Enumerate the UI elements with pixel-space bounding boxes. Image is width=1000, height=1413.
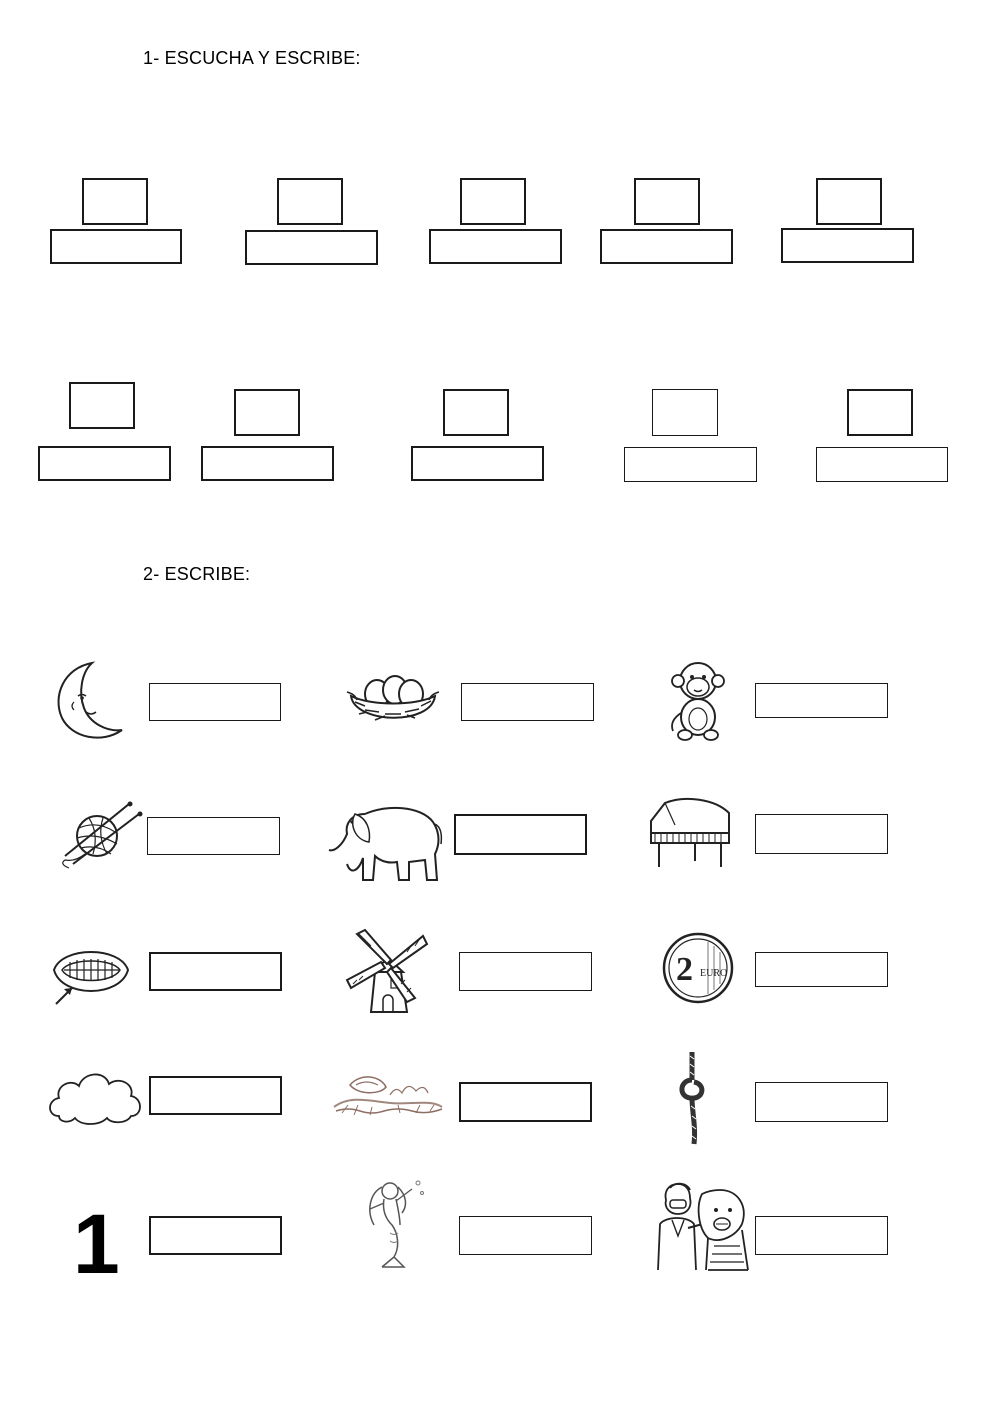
elephant-icon — [325, 800, 447, 884]
answer-box[interactable] — [461, 683, 594, 721]
answer-box[interactable] — [149, 1216, 282, 1255]
letter-box[interactable] — [652, 389, 718, 436]
answer-box[interactable] — [755, 1216, 888, 1255]
section-2-title: 2- ESCRIBE: — [143, 564, 251, 584]
answer-box[interactable] — [755, 683, 888, 718]
windmill-icon — [345, 928, 429, 1016]
letter-box[interactable] — [816, 178, 882, 225]
coin-number: 2 — [676, 951, 693, 988]
answer-box[interactable] — [755, 814, 888, 854]
yarn-ball-icon — [55, 800, 145, 874]
dentist-icon — [648, 1180, 752, 1274]
letter-box[interactable] — [69, 382, 135, 429]
answer-box[interactable] — [459, 952, 592, 991]
word-box[interactable] — [245, 230, 378, 265]
letter-box[interactable] — [847, 389, 913, 436]
word-box[interactable] — [429, 229, 562, 264]
answer-box[interactable] — [149, 1076, 282, 1115]
answer-box[interactable] — [459, 1216, 592, 1255]
answer-box[interactable] — [149, 683, 281, 721]
letter-box[interactable] — [277, 178, 343, 225]
word-box[interactable] — [411, 446, 544, 481]
answer-box[interactable] — [149, 952, 282, 991]
moon-icon — [50, 660, 136, 742]
coin-text: EURO — [700, 968, 728, 979]
answer-box[interactable] — [454, 814, 587, 855]
piano-icon — [645, 795, 735, 871]
word-box[interactable] — [600, 229, 733, 264]
answer-box[interactable] — [147, 817, 280, 855]
letter-box[interactable] — [234, 389, 300, 436]
section-1-title: 1- ESCUCHA Y ESCRIBE: — [143, 48, 361, 68]
mermaid-icon — [352, 1175, 432, 1271]
letter-box[interactable] — [443, 389, 509, 436]
rope-knot-icon — [676, 1050, 708, 1146]
teeth-icon — [50, 938, 132, 1010]
two-euro-coin-icon — [662, 932, 734, 1004]
letter-box[interactable] — [460, 178, 526, 225]
word-box[interactable] — [38, 446, 171, 481]
monkey-icon — [665, 657, 731, 743]
letter-box[interactable] — [634, 178, 700, 225]
letter-box[interactable] — [82, 178, 148, 225]
word-box[interactable] — [624, 447, 757, 482]
word-box[interactable] — [781, 228, 914, 263]
number-one-icon: 1 — [73, 1197, 120, 1291]
answer-box[interactable] — [755, 952, 888, 987]
answer-box[interactable] — [459, 1082, 592, 1122]
cloud-icon — [45, 1064, 145, 1126]
word-box[interactable] — [201, 446, 334, 481]
word-box[interactable] — [816, 447, 948, 482]
word-box[interactable] — [50, 229, 182, 264]
nest-in-grass-icon — [330, 1065, 446, 1123]
answer-box[interactable] — [755, 1082, 888, 1122]
nest-icon — [345, 664, 441, 734]
